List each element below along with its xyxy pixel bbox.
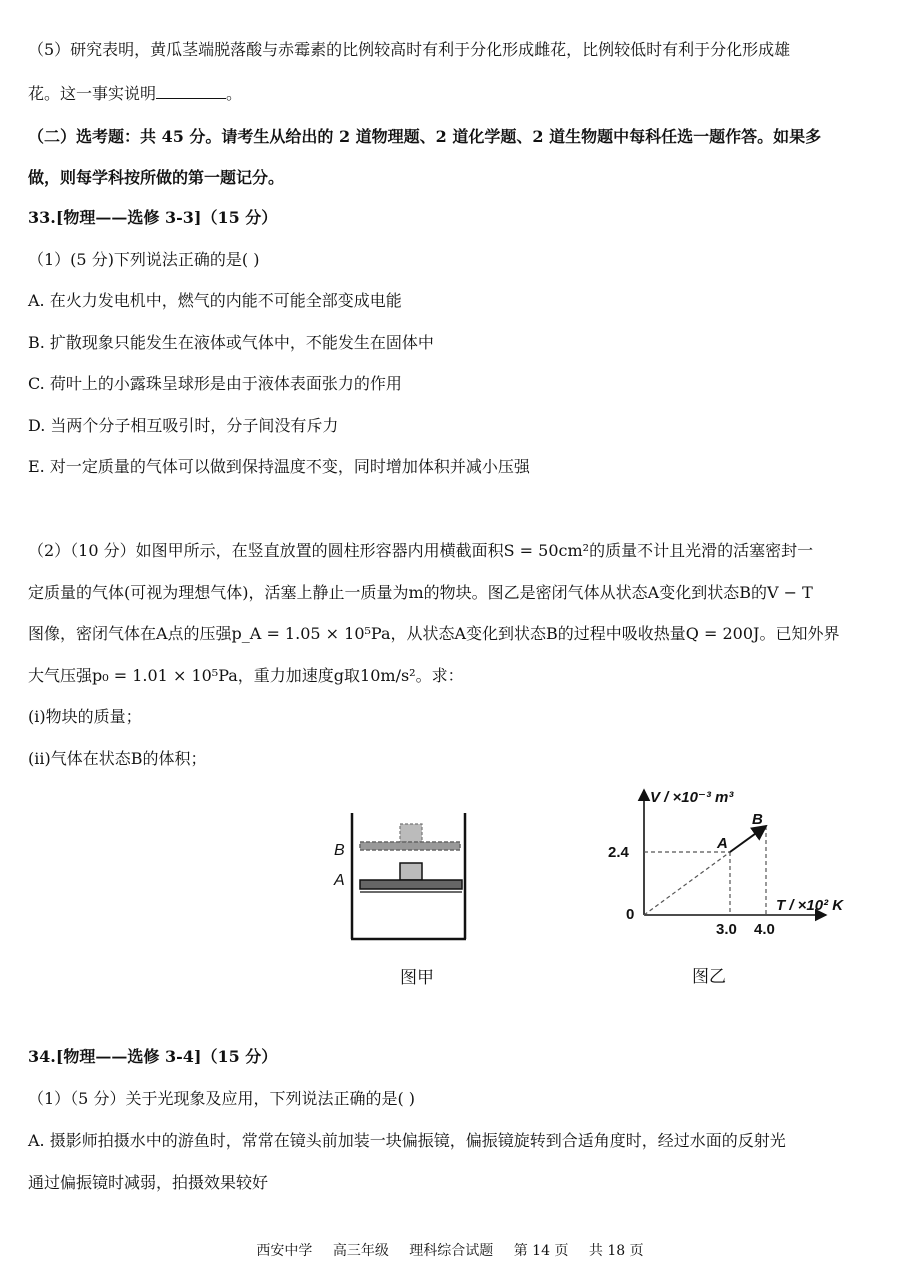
q33-part1-stem: （1）(5 分)下列说法正确的是( ) [28, 250, 260, 269]
q5-line2-text: 花。这一事实说明 [28, 84, 157, 103]
x-tick-a-label: 3.0 [716, 921, 737, 938]
y-tick-label: 2.4 [608, 844, 629, 861]
q33-option-d: D. 当两个分子相互吸引时，分子间没有斥力 [28, 416, 339, 435]
section2-line2: 做，则每学科按所做的第一题记分。 [28, 168, 285, 187]
process-line-ab [730, 826, 766, 852]
page-footer [0, 1240, 900, 1260]
q33-option-b: B. 扩散现象只能发生在液体或气体中，不能发生在固体中 [28, 333, 434, 352]
q33-title: 33.[物理——选修 3-3]（15 分） [28, 208, 278, 227]
figure-jia [320, 808, 490, 998]
q5-line1: （5）研究表明，黄瓜茎端脱落酸与赤霉素的比例较高时有利于分化形成雌花，比例较低时有利于分化形成雄 [28, 40, 791, 59]
label-b: B [334, 842, 345, 859]
q34-title: 34.[物理——选修 3-4]（15 分） [28, 1047, 278, 1066]
q33-part2-line1: （2）（10 分）如图甲所示，在竖直放置的圆柱形容器内用横截面积S = 50cm²的质量不计且光滑的活塞密封一 [28, 541, 814, 560]
point-a-label: A [717, 835, 728, 852]
piston [360, 880, 462, 889]
label-a: A [334, 872, 345, 889]
footer-grade: 高三年级 [332, 1243, 389, 1259]
caption-yi: 图乙 [692, 967, 726, 986]
block [400, 863, 422, 880]
q33-option-a: A. 在火力发电机中，燃气的内能不可能全部变成电能 [28, 291, 402, 310]
guide-origin-to-a [644, 852, 730, 915]
footer-page: 第 14 页 [513, 1243, 569, 1259]
x-axis-label: T / ×10² K [776, 897, 844, 914]
y-axis-label: V / ×10⁻³ m³ [650, 789, 734, 806]
point-b-label: B [752, 811, 763, 828]
footer-total: 共 18 页 [588, 1243, 644, 1259]
x-tick-b-label: 4.0 [754, 921, 775, 938]
footer-school: 西安中学 [256, 1243, 313, 1259]
q5-line2 [28, 84, 900, 104]
q33-sub-i: (i)物块的质量； [28, 707, 142, 726]
figure-yi [600, 782, 880, 997]
q33-part2-line2: 定质量的气体(可视为理想气体)，活塞上静止一质量为m的物块。图乙是密闭气体从状态A变化到状态B的V − T [28, 583, 813, 602]
q34-option-a-line2: 通过偏振镜时减弱，拍摄效果较好 [28, 1173, 269, 1192]
footer-exam: 理科综合试题 [409, 1243, 494, 1259]
block-dashed [400, 824, 422, 842]
q33-sub-ii: (ii)气体在状态B的体积； [28, 749, 207, 768]
q5-line2-end: 。 [226, 84, 243, 103]
piston-dashed [360, 842, 460, 850]
q34-option-a-line1: A. 摄影师拍摄水中的游鱼时，常常在镜头前加装一块偏振镜，偏振镜旋转到合适角度时，经过水面的反射光 [28, 1131, 786, 1150]
section2-line1: （二）选考题：共 45 分。请考生从给出的 2 道物理题、2 道化学题、2 道生物题中每科任选一题作答。如果多 [28, 127, 822, 146]
q34-part1-stem: （1）（5 分）关于光现象及应用，下列说法正确的是( ) [28, 1089, 416, 1108]
q33-part2-line4: 大气压强p₀ = 1.01 × 10⁵Pa，重力加速度g取10m/s²。求： [28, 666, 464, 685]
q33-option-e: E. 对一定质量的气体可以做到保持温度不变，同时增加体积并减小压强 [28, 457, 530, 476]
q33-part2-line3: 图像，密闭气体在A点的压强p_A = 1.05 × 10⁵Pa，从状态A变化到状态B的过程中吸收热量Q = 200J。已知外界 [28, 624, 840, 643]
origin-label: 0 [626, 906, 635, 923]
caption-jia: 图甲 [400, 968, 434, 987]
answer-blank[interactable] [156, 84, 226, 99]
q33-option-c: C. 荷叶上的小露珠呈球形是由于液体表面张力的作用 [28, 374, 402, 393]
